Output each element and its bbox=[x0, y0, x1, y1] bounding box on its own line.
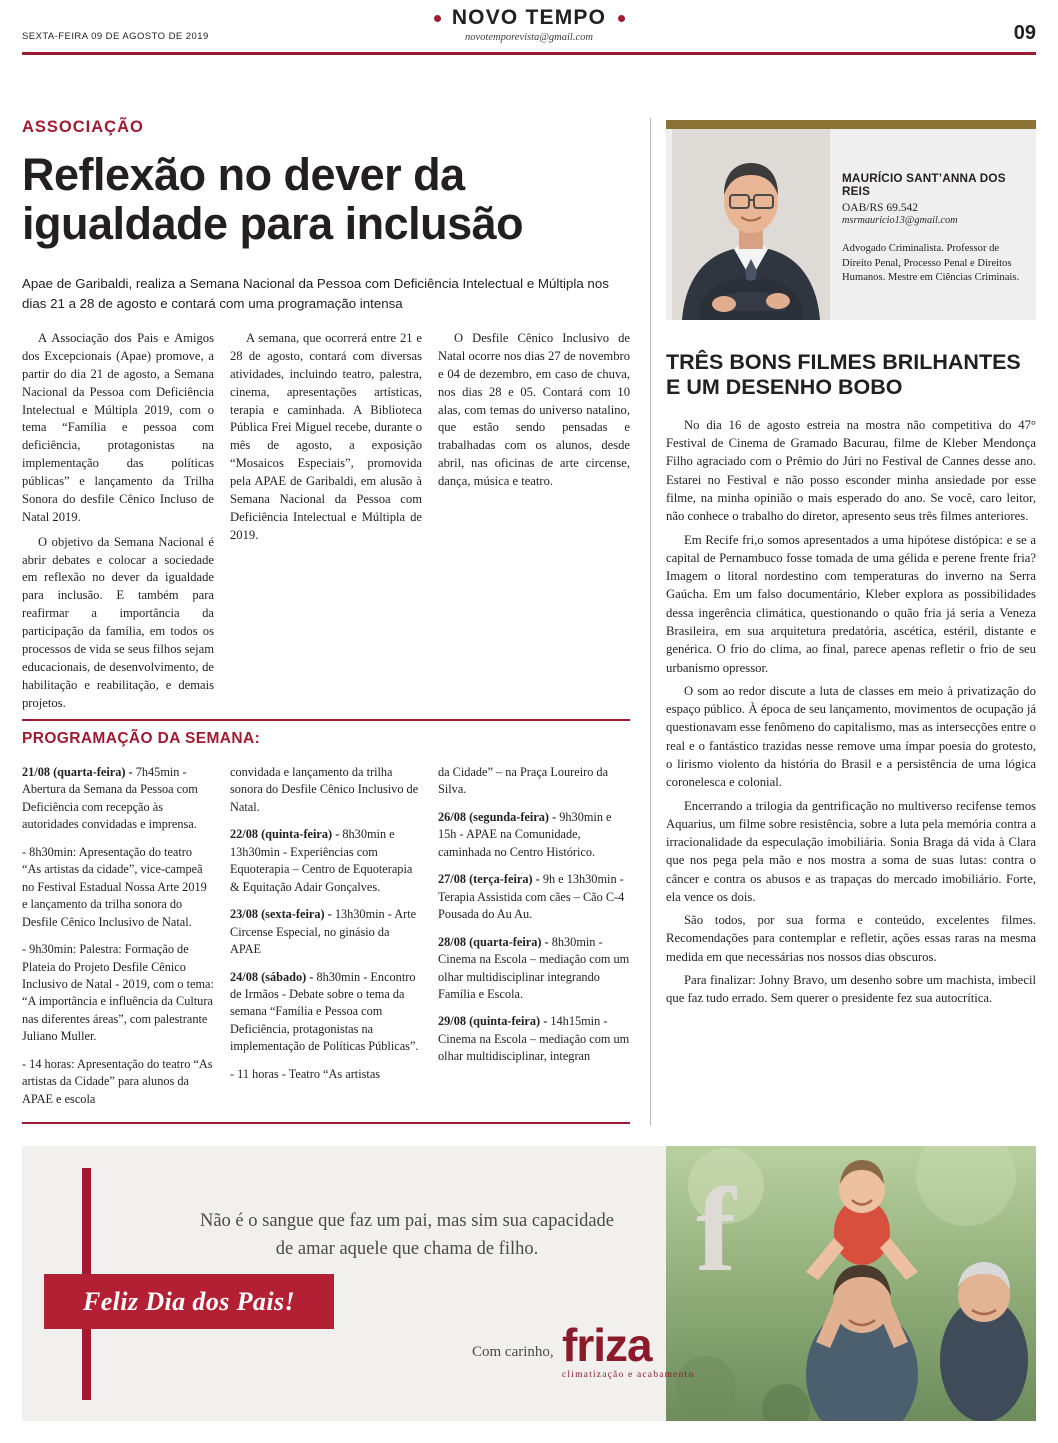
program-item-date: 27/08 (terça-feira) - bbox=[438, 872, 543, 887]
program-item bbox=[230, 764, 422, 816]
opinion-paragraph: São todos, por sua forma e conteúdo, excelentes filmes. Recomendações para contemplar e refletir, ações essas raras na mesma medida em que necessárias nos nossos dias obscuros. bbox=[666, 913, 1036, 964]
program-item-date: 26/08 (segunda-feira) - bbox=[438, 809, 560, 824]
program-item-text: da Cidade” – na Praça Loureiro da Silva. bbox=[438, 765, 609, 797]
article-paragraph: O Desfile Cênico Inclusivo de Natal ocorre nos dias 27 de novembro e 04 de dezembro, em caso de chuva, nos dias 28 e 05. Contará com 10 alas, com temas do universo natalino, que estão sendo pensadas e trabalhadas com os alunos, desde abril, nas oficinas de arte circense, dança, música e teatro. bbox=[438, 331, 630, 489]
opinion-paragraph: Em Recife fri,o somos apresentados a uma hipótese distópica: e se a capital de Pernambuco fosse tomada de uma gélida e perene frente fria? Imagem o litoral nordestino com temperaturas do inverno na Serra Gaúcha. Em um falso documentário, Kleber explora as possibilidades dessa ingerência climática, questionando o quão fria já seria a Veneza Brasileira, em sua arquitetura predatória, ascética, estéril, distante e genérica. O frio do clima, ao final, parece apenas refletir o frio de seu urbanismo opressor. bbox=[666, 532, 1036, 675]
program-title: PROGRAMAÇÃO DA SEMANA: bbox=[22, 730, 261, 747]
ad-brand-logo bbox=[562, 1319, 762, 1380]
program-item-text: - 14 horas: Apresentação do teatro “As artistas da Cidade” para alunos da APAE e escola bbox=[22, 1056, 213, 1106]
column-separator bbox=[650, 118, 651, 1126]
program-item-text: - 8h30min: Apresentação do teatro “As artistas da cidade”, vice-campeã no Festival Estadual Nossa Arte 2019 e lançamento da trilha sonora do Desfile Cênico Inclusivo de Natal. bbox=[22, 844, 207, 929]
program-columns bbox=[22, 764, 630, 1118]
publication-email: novotemporevista@gmail.com bbox=[465, 32, 593, 43]
article-column-2 bbox=[230, 330, 422, 719]
decor-dot-right-icon bbox=[618, 15, 625, 22]
article-paragraph: A semana, que ocorrerá entre 21 e 28 de agosto, contará com diversas atividades, incluindo teatro, palestra, cinema, apresentações artísticas, terapia e caminhada. A Biblioteca Pública Frei Miguel recebe, durante o mês de agosto, a exposição “Mosaicos Especiais”, promovida pela APAE de Garibaldi, em alusão à Semana Nacional da Pessoa com Deficiência Intelectual e Múltipla de 2019. bbox=[230, 331, 422, 542]
program-item-text: - 9h30min: Palestra: Formação de Plateia do Projeto Desfile Cênico Inclusivo de Natal - 2019, com o tema: “A importância e influência da Cultura nas diferentes áreas”, com palestrante Juliano Muller. bbox=[22, 942, 214, 1044]
article-body-columns bbox=[22, 330, 630, 719]
ad-signoff: Com carinho, bbox=[472, 1344, 554, 1360]
author-name: MAURÍCIO SANT’ANNA DOS REIS bbox=[842, 172, 1006, 198]
author-photo bbox=[672, 129, 830, 320]
program-item bbox=[230, 1066, 422, 1083]
program-item-text: - 11 horas - Teatro “As artistas bbox=[230, 1066, 381, 1081]
program-item bbox=[438, 764, 630, 799]
author-card-accent-bar bbox=[666, 120, 1036, 129]
program-item bbox=[22, 1056, 214, 1108]
program-column-3 bbox=[438, 764, 630, 1118]
article-column-1 bbox=[22, 330, 214, 719]
program-item bbox=[230, 969, 422, 1056]
program-item-text: 7h45min - Abertura da Semana da Pessoa com Deficiência com recepção às autoridades convidadas e imprensa. bbox=[22, 765, 198, 832]
opinion-paragraph: Para finalizar: Johny Bravo, um desenho sobre um machista, imbecil que faz tudo errado. Sem querer o presidente fez sua autocrítica. bbox=[666, 973, 1036, 1006]
program-bottom-rule bbox=[22, 1122, 630, 1124]
ad-quote: Não é o sangue que faz um pai, mas sim sua capacidade de amar aquele que chama de filho. bbox=[199, 1211, 615, 1259]
program-item-date: 29/08 (quinta-feira) - bbox=[438, 1014, 551, 1029]
program-item-text: convidada e lançamento da trilha sonora do Desfile Cênico Inclusivo de Natal. bbox=[230, 765, 419, 814]
program-item bbox=[438, 809, 630, 861]
issue-date: SEXTA-FEIRA 09 DE AGOSTO DE 2019 bbox=[22, 31, 209, 42]
program-item-text: 14h15min - Cinema na Escola – mediação com um olhar multidisciplinar, integran bbox=[438, 1014, 630, 1064]
advertisement[interactable] bbox=[22, 1146, 1036, 1421]
ad-badge bbox=[44, 1274, 334, 1329]
masthead bbox=[0, 0, 1058, 62]
article-column-3 bbox=[438, 330, 630, 719]
program-item-date: 24/08 (sábado) - bbox=[230, 969, 317, 984]
program-item-date: 23/08 (sexta-feira) - bbox=[230, 907, 335, 922]
article-paragraph: O objetivo da Semana Nacional é abrir debates e colocar a sociedade em reflexão no dever da igualdade para inclusão. E também para reafirmar a importância da participação da família, em todos os processos de vida se seus filhos sejam educacionais, de desenvolvimento, de habilitação e reabilitação, e demais projetos. bbox=[22, 534, 214, 710]
article-standfirst: Apae de Garibaldi, realiza a Semana Nacional da Pessoa com Deficiência Intelectual e Múltipla nos dias 21 a 28 de agosto e contará com uma programação intensa bbox=[22, 276, 609, 312]
ad-badge-label: Feliz Dia dos Pais! bbox=[82, 1286, 295, 1316]
program-item bbox=[230, 826, 422, 896]
main-article bbox=[22, 118, 630, 719]
program-item bbox=[22, 844, 214, 931]
author-card bbox=[666, 120, 1036, 320]
program-column-2 bbox=[230, 764, 422, 1118]
program-item-date: 28/08 (quarta-feira) - bbox=[438, 934, 552, 949]
program-item-text: 13h30min - Arte Circense Especial, no ginásio da APAE bbox=[230, 907, 417, 957]
program-item-text: 9h e 13h30min - Terapia Assistida com cães – Cão C-4 Pousada do Au Au. bbox=[438, 872, 625, 922]
author-bio: Advogado Criminalista. Professor de Direito Penal, Processo Penal e Direitos Humanos. Mestre em Ciências Criminais. bbox=[842, 243, 1020, 284]
program-item bbox=[22, 764, 214, 834]
page-number: 09 bbox=[1013, 22, 1036, 44]
program-item bbox=[230, 906, 422, 958]
opinion-paragraph: No dia 16 de agosto estreia na mostra não competitiva do 47° Festival de Cinema de Gramado Bacurau, filme de Kleber Mendonça Filho agraciado com o Prêmio do Júri no Festival de Cannes desse ano. Estarei no Festival e não posso esconder minha ansiedade por esse filme, na minha opinião o mais esperado do ano. Se você, caro leitor, não conhece o trabalho do diretor, apresento seus três filmes anteriores. bbox=[666, 417, 1036, 524]
ad-brand-tagline: climatização e acabamento bbox=[562, 1370, 695, 1380]
decor-dot-left-icon bbox=[434, 15, 441, 22]
program-top-rule bbox=[22, 719, 630, 721]
author-email: msrmauricio13@gmail.com bbox=[842, 215, 958, 226]
program-item-text: 8h30min - Encontro de Irmãos - Debate sobre o tema da semana “Família e Pessoa com Deficiência, protagonistas na implementação de Políticas Públicas”. bbox=[230, 969, 419, 1054]
opinion-paragraph: O som ao redor discute a luta de classes em meio à privatização do espaço público. À época de seu lançamento, movimentos de ocupação já questionavam esse fenômeno do capitalismo, mas as intersecções entre o real e o fantástico trazidas nesse remove uma ímpar poesia do grotesto, o lirismo violento da história do Brasil e a persistência de uma lógica coronelesca e colonial. bbox=[666, 683, 1036, 790]
program-item-text: 9h30min e 15h - APAE na Comunidade, caminhada no Centro Histórico. bbox=[438, 809, 612, 859]
opinion-paragraph: Encerrando a trilogia da gentrificação no multiverso recifense temos Aquarius, um filme sobre resistência, sobre a luta pela memória contra a irracionalidade da especulação imobiliária. Sonia Braga dá vida à Clara que nos pega pela mão e nos mostra a soma de suas lutas: contra o câncer e contra os abusos e as trapaças do mercado imobiliário. Forte, ela vence os dois. bbox=[666, 798, 1036, 904]
article-kicker: ASSOCIAÇÃO bbox=[22, 118, 144, 136]
opinion-column bbox=[666, 120, 1036, 1013]
article-paragraph: A Associação dos Pais e Amigos dos Excepcionais (Apae) promove, a partir do dia 21 de agosto, a Semana Nacional da Pessoa com Deficiência Intelectual e Múltipla 2019, com o tema “Família e pessoa com deficiência, protagonistas na implementação das políticas públicas” e lançamento da Trilha Sonora do desfile Cênico Incluso de Natal 2019. bbox=[22, 331, 214, 524]
program-item bbox=[438, 871, 630, 923]
opinion-title: TRÊS BONS FILMES BRILHANTES E UM DESENHO BOBO bbox=[666, 350, 1021, 399]
masthead-rule bbox=[22, 52, 1036, 55]
program-item-date: 22/08 (quinta-feira) - bbox=[230, 827, 343, 842]
publication-title: NOVO TEMPO bbox=[451, 6, 607, 29]
program-item-date: 21/08 (quarta-feira) - bbox=[22, 765, 136, 779]
program-item bbox=[438, 934, 630, 1004]
program-section bbox=[22, 730, 630, 1118]
program-column-1 bbox=[22, 764, 214, 1118]
author-meta bbox=[842, 172, 1028, 286]
program-item bbox=[22, 941, 214, 1046]
program-item bbox=[438, 1013, 630, 1065]
ad-watermark-f: f bbox=[696, 1163, 736, 1296]
program-item-text: 8h30min e 13h30min - Experiências com Equoterapia – Centro de Equoterapia & Equitação Adair Gonçalves. bbox=[230, 827, 413, 894]
ad-brand-name: friza bbox=[562, 1319, 652, 1371]
page-title: Reflexão no dever da igualdade para inclusão bbox=[22, 149, 524, 249]
author-oab: OAB/RS 69.542 bbox=[842, 202, 919, 214]
program-item-text: 8h30min - Cinema na Escola – mediação com um olhar multidisciplinar integrando Família e Escola. bbox=[438, 934, 630, 1001]
